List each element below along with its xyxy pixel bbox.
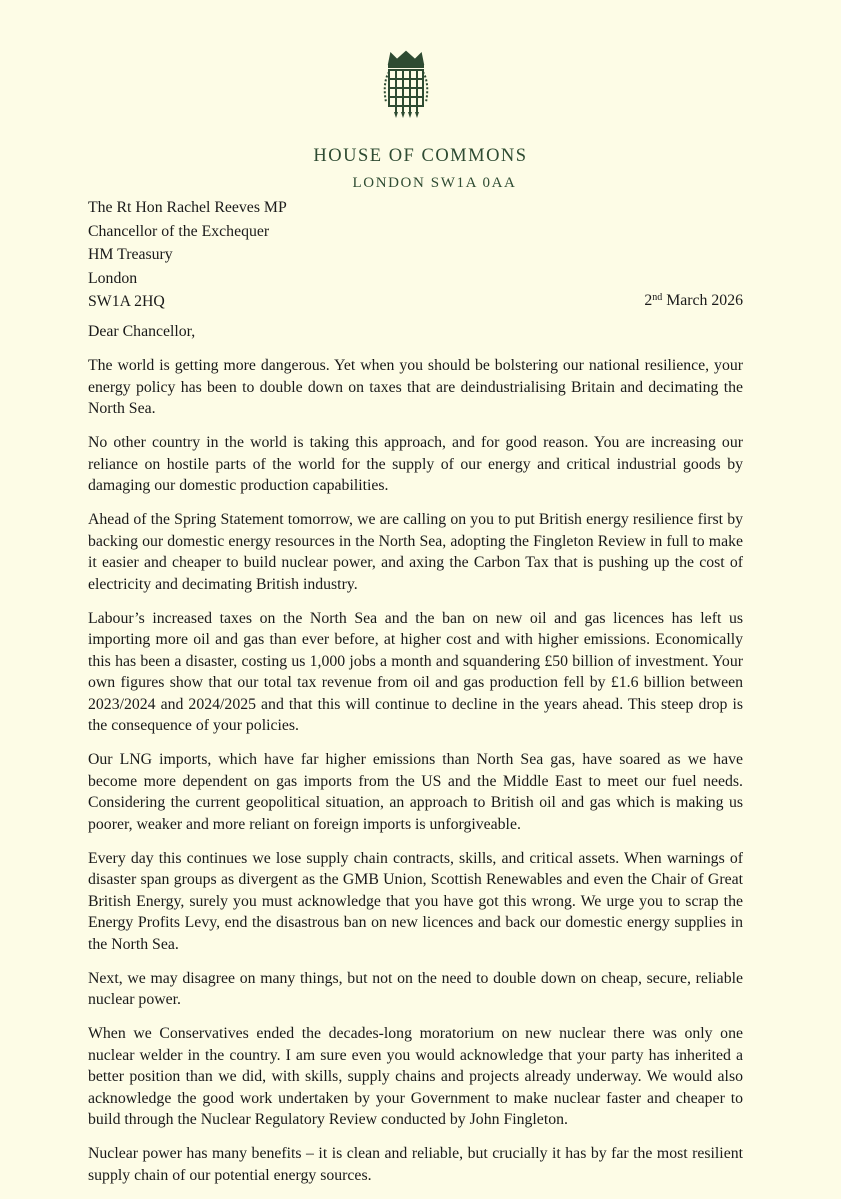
recipient-line: London xyxy=(88,269,138,287)
body-paragraph: Nuclear power has many benefits – it is clean and reliable, but crucially it has by far the most resilient supply chain of our potential energy sources. xyxy=(88,1145,743,1184)
letter-date xyxy=(644,292,743,310)
organisation-name: HOUSE OF COMMONS xyxy=(313,146,528,166)
recipient-address xyxy=(88,196,287,314)
recipient-line: The Rt Hon Rachel Reeves MP xyxy=(88,199,287,216)
recipient-line: SW1A 2HQ xyxy=(88,293,165,310)
recipient-line: HM Treasury xyxy=(88,246,173,263)
body-paragraph: No other country in the world is taking this approach, and for good reason. You are increasing our reliance on hostile parts of the world for the supply of our energy and critical industrial goods by damaging our domestic production capabilities. xyxy=(88,434,743,494)
body-paragraph: Our LNG imports, which have far higher emissions than North Sea gas, have soared as we have become more dependent on gas imports from the US and the Middle East to meet our fuel needs. Considering the current geopolitical situation, an approach to British oil and gas which is making us poorer, weaker and more reliant on foreign imports is unforgiveable. xyxy=(88,751,743,833)
body-paragraph: The world is getting more dangerous. Yet when you should be bolstering our national resilience, your energy policy has been to double down on taxes that are deindustrialising Britain and decimating the North Sea. xyxy=(88,357,743,417)
body-paragraph: Every day this continues we lose supply chain contracts, skills, and critical assets. When warnings of disaster span groups as divergent as the GMB Union, Scottish Renewables and even the Chair of Great British Energy, surely you must acknowledge that you have got this wrong. We urge you to scrap the Energy Profits Levy, end the disastrous ban on new licences and back our domestic energy supplies in the North Sea. xyxy=(88,849,743,953)
date-rest: March 2026 xyxy=(666,292,743,309)
body-paragraph: Labour’s increased taxes on the North Sea and the ban on new oil and gas licences has left us importing more oil and gas than ever before, at higher cost and with higher emissions. Economically this has been a disaster, costing us 1,000 jobs a month and squandering £50 billion of investment. Your own figures show that our total tax revenue from oil and gas production fell by £1.6 billion between 2023/2024 and 2024/2025 and that this will continue to decline in the years ahead. This steep drop is the consequence of your policies. xyxy=(88,609,743,734)
portcullis-crest-icon xyxy=(381,50,431,122)
date-suffix: nd xyxy=(652,292,663,303)
body-paragraph: When we Conservatives ended the decades-long moratorium on new nuclear there was only one nuclear welder in the country. I am sure even you would acknowledge that your party has inherited a better position than we did, with skills, supply chains and projects already underway. We would also acknowledge the good work undertaken by your Government to make nuclear faster and cheaper to build through the Nuclear Regulatory Review conducted by John Fingleton. xyxy=(88,1025,743,1128)
organisation-address: LONDON SW1A 0AA xyxy=(352,175,517,191)
recipient-line: Chancellor of the Exchequer xyxy=(88,222,270,240)
body-paragraph: Ahead of the Spring Statement tomorrow, we are calling on you to put British energy resilience first by backing our domestic energy resources in the North Sea, adopting the Fingleton Review in full to make it easier and cheaper to build nuclear power, and axing the Carbon Tax that is pushing up the cost of electricity and decimating British industry. xyxy=(88,511,743,593)
body-paragraph: Next, we may disagree on many things, but not on the need to double down on cheap, secure, reliable nuclear power. xyxy=(88,969,743,1008)
letter-body xyxy=(88,355,743,1199)
date-day: 2 xyxy=(644,292,653,309)
salutation: Dear Chancellor, xyxy=(88,323,196,340)
